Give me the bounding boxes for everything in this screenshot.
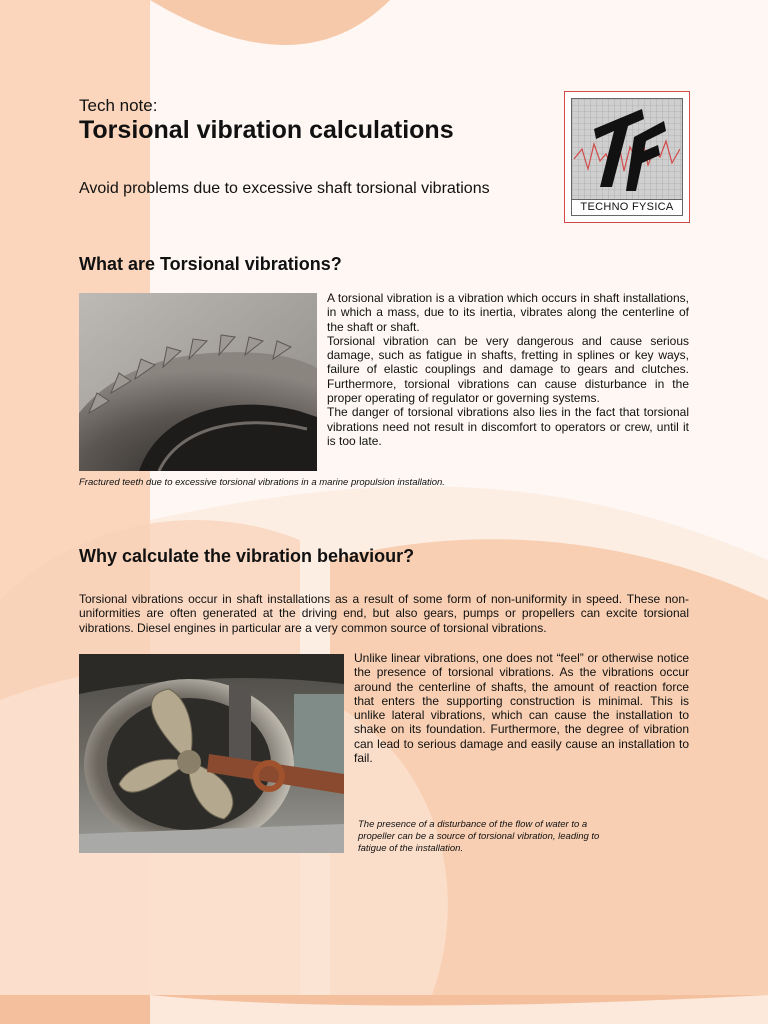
section-heading-what: What are Torsional vibrations?	[79, 254, 342, 274]
section-heading-why: Why calculate the vibration behaviour?	[79, 546, 415, 566]
techno-fysica-logo	[564, 91, 690, 223]
gear-photo	[79, 293, 317, 471]
tech-note-label: Tech note:	[79, 96, 158, 115]
gear-photo-caption: Fractured teeth due to excessive torsional vibrations in a marine propulsion installation.	[79, 477, 445, 488]
section2-intro: Torsional vibrations occur in shaft installations as a result of some form of non-uniformity in speed. These non-uniformities are often generated at the driving end, but also gears, pumps or propellers can excite torsional vibrations. Diesel engines in particular are a very common source of torsional vibrations.	[79, 592, 689, 635]
page-subtitle: Avoid problems due to excessive shaft torsional vibrations	[79, 180, 490, 197]
section2-body: Unlike linear vibrations, one does not “feel” or otherwise notice the presence of torsional vibrations. As the vibrations occur around the centerline of shafts, the amount of reaction force that enters the supporting construction is minimal. This is unlike lateral vibrations, which can cause the installation to shake on its foundation. Furthermore, the degree of vibration can lead to serious damage and easily cause an installation to fail.	[354, 651, 689, 766]
logo-text: TECHNO FYSICA	[572, 199, 682, 215]
page-title: Torsional vibration calculations	[79, 116, 454, 144]
propeller-photo	[79, 654, 344, 853]
propeller-photo-caption: The presence of a disturbance of the flow of water to a propeller can be a source of torsional vibration, leading to fatigue of the installation.	[358, 819, 600, 854]
tf-logo-icon	[572, 99, 682, 199]
section1-body: A torsional vibration is a vibration which occurs in shaft installations, in which a mass, due to its inertia, vibrates along the centerline of the shaft or shaft. Torsional vibration can be very dangerous and cause serious damage, such as fatigue in shafts, fretting in splines or key ways, failure of elastic couplings and damage to gears and clutches. Furthermore, torsional vibrations can cause disturbance in the proper operating of regulator or governing systems. The danger of torsional vibrations also lies in the fact that torsional vibrations need not result in discomfort to operators or crew, until it is too late.	[327, 291, 689, 448]
